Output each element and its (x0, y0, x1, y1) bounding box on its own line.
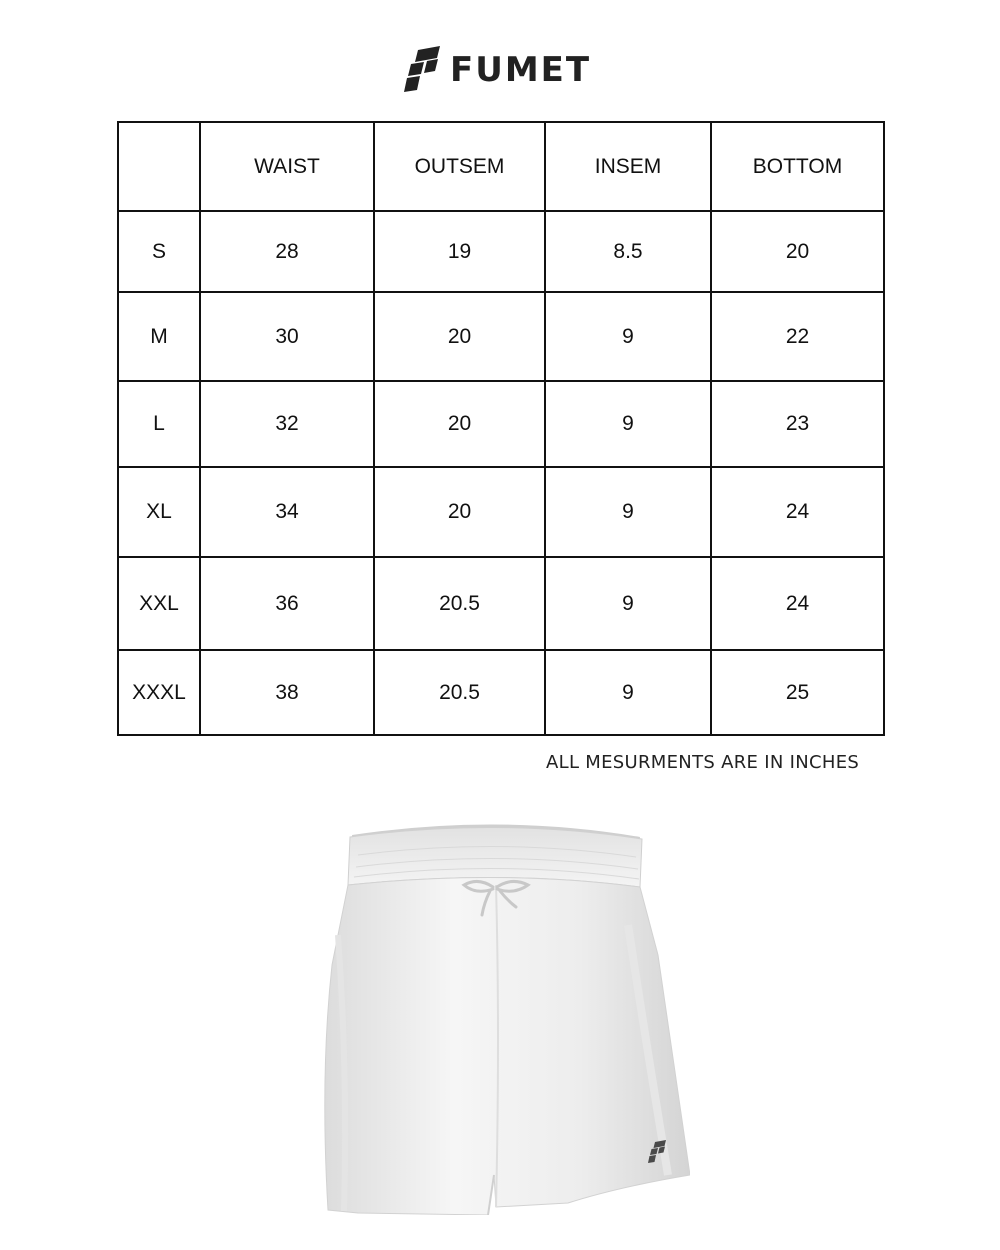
brand-name: FUMET (450, 50, 592, 90)
outsem-cell: 20 (374, 292, 545, 381)
column-header (118, 122, 200, 211)
brand-logo (404, 44, 591, 96)
size-cell: XXL (118, 557, 200, 650)
insem-cell: 9 (545, 292, 711, 381)
fumet-logo-icon (404, 46, 444, 94)
table-row (118, 292, 884, 381)
insem-cell: 9 (545, 381, 711, 467)
size-cell: XXXL (118, 650, 200, 735)
waist-cell: 38 (200, 650, 374, 735)
column-header-outsem: OUTSEM (374, 122, 545, 211)
table-row (118, 211, 884, 292)
table-row (118, 557, 884, 650)
outsem-cell: 20 (374, 467, 545, 557)
column-header-insem: INSEM (545, 122, 711, 211)
measurement-footnote: ALL MESURMENTS ARE IN INCHES (546, 752, 860, 773)
insem-cell: 8.5 (545, 211, 711, 292)
white-shorts-image (318, 815, 690, 1215)
insem-cell: 9 (545, 557, 711, 650)
waist-cell: 36 (200, 557, 374, 650)
table-header-row (118, 122, 884, 211)
table-row (118, 467, 884, 557)
size-cell: M (118, 292, 200, 381)
waist-cell: 32 (200, 381, 374, 467)
size-cell: S (118, 211, 200, 292)
insem-cell: 9 (545, 467, 711, 557)
outsem-cell: 19 (374, 211, 545, 292)
bottom-cell: 24 (711, 467, 884, 557)
outsem-cell: 20.5 (374, 557, 545, 650)
bottom-cell: 20 (711, 211, 884, 292)
size-chart-table (117, 121, 885, 736)
size-cell: XL (118, 467, 200, 557)
bottom-cell: 24 (711, 557, 884, 650)
table-row (118, 650, 884, 735)
bottom-cell: 25 (711, 650, 884, 735)
outsem-cell: 20.5 (374, 650, 545, 735)
table-row (118, 381, 884, 467)
waist-cell: 30 (200, 292, 374, 381)
column-header-bottom: BOTTOM (711, 122, 884, 211)
insem-cell: 9 (545, 650, 711, 735)
bottom-cell: 23 (711, 381, 884, 467)
column-header-waist: WAIST (200, 122, 374, 211)
bottom-cell: 22 (711, 292, 884, 381)
outsem-cell: 20 (374, 381, 545, 467)
waist-cell: 28 (200, 211, 374, 292)
waist-cell: 34 (200, 467, 374, 557)
size-cell: L (118, 381, 200, 467)
